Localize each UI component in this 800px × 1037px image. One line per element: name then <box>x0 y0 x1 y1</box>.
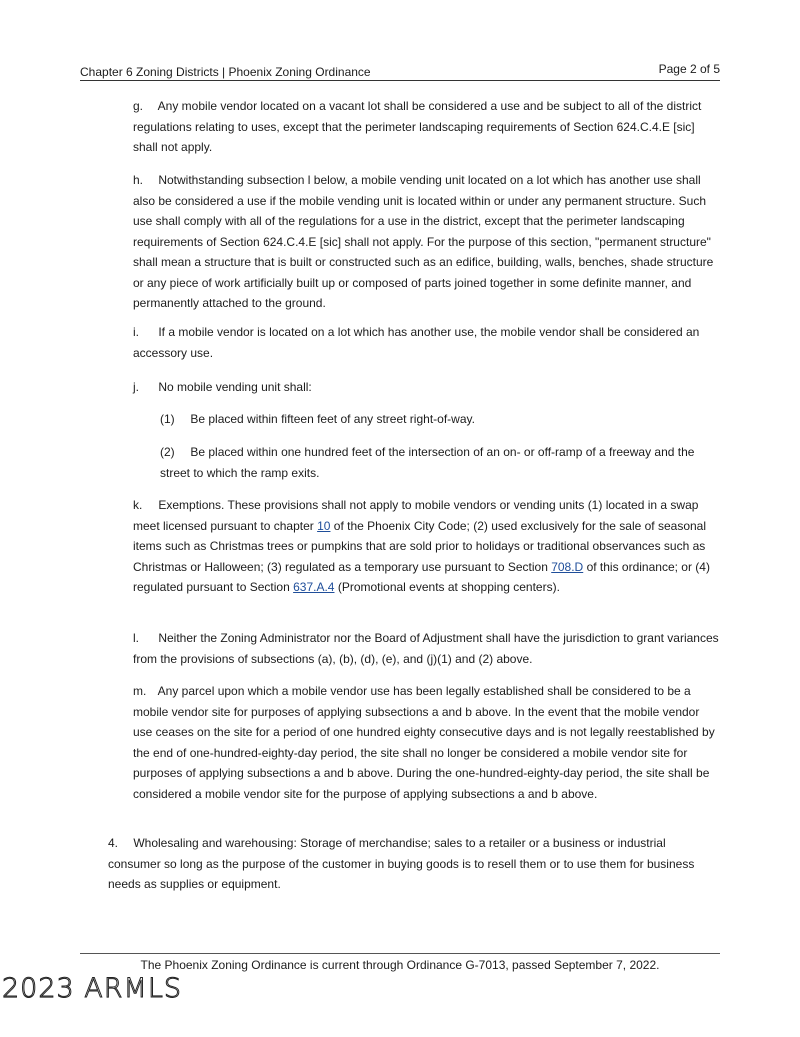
paragraph-j1 <box>160 409 715 430</box>
paragraph-label: 4. <box>108 836 119 850</box>
paragraph-m <box>133 681 721 804</box>
paragraph-i <box>133 322 721 363</box>
paragraph-text: of the Phoenix City Code; (2) used exclusively for the sale of seasonal items such as Christmas trees or pumpkins that are sold prior to holidays or traditional observances such as Christmas or Halloween; (3) regulated as a temporary use pursuant to Section <box>133 518 707 574</box>
paragraph-text: Any mobile vendor located on a vacant lot shall be considered a use and be subject to all of the district regulations relating to uses, except that the perimeter landscaping requirements of Section 624.C.4.E [sic] shall not apply. <box>133 99 702 154</box>
section-637a4-link[interactable]: 637.A.4 <box>293 580 335 594</box>
paragraph-l <box>133 628 721 669</box>
paragraph-label: k. <box>133 498 143 512</box>
paragraph-label: l. <box>133 631 139 645</box>
paragraph-text: No mobile vending unit shall: <box>158 380 312 394</box>
page-footer: The Phoenix Zoning Ordinance is current through Ordinance G-7013, passed September 7, 2022. <box>140 958 660 972</box>
paragraph-label: j. <box>133 380 139 394</box>
paragraph-text: Notwithstanding subsection l below, a mobile vending unit located on a lot which has another use shall also be considered a use if the mobile vending unit is located within or under any permanent structure. Such use shall comply with all of the regulations for a use in the district, except that the perimeter landscaping requirements of Section 624.C.4.E [sic] shall not apply. For the purpose of this section, "permanent structure" shall mean a structure that is built or constructed such as an edifice, building, walls, benches, shade structure or any piece of work artificially built up or composed of parts joined together in some definite manner, and permanently attached to the ground. <box>133 173 714 310</box>
header-divider <box>80 80 720 81</box>
footer-divider <box>80 953 720 954</box>
page-number: Page 2 of 5 <box>658 62 720 76</box>
paragraph-text: If a mobile vendor is located on a lot which has another use, the mobile vendor shall be considered an accessory use. <box>133 325 700 360</box>
paragraph-text: Be placed within fifteen feet of any street right-of-way. <box>190 412 475 426</box>
page-header <box>80 62 720 80</box>
section-708d-link[interactable]: 708.D <box>551 559 584 574</box>
paragraph-label: (1) <box>160 412 175 426</box>
paragraph-text: Neither the Zoning Administrator nor the Board of Adjustment shall have the jurisdiction to grant variances from the provisions of subsections (a), (b), (d), (e), and (j)(1) and (2) above. <box>133 631 719 666</box>
armls-watermark: 2023 ARMLS <box>2 973 183 1004</box>
paragraph-text: Be placed within one hundred feet of the intersection of an on- or off-ramp of a freeway and the street to which the ramp exits. <box>160 445 695 480</box>
paragraph-label: (2) <box>160 445 175 459</box>
paragraph-label: m. <box>133 684 147 698</box>
paragraph-j <box>133 377 721 398</box>
chapter-10-link[interactable]: 10 <box>317 518 331 533</box>
paragraph-j2 <box>160 442 715 483</box>
paragraph-g <box>133 96 721 158</box>
paragraph-text: Wholesaling and warehousing: Storage of merchandise; sales to a retailer or a business or industrial consumer so long as the purpose of the customer in buying goods is to resell them or to use them for business needs as supplies or equipment. <box>108 836 695 891</box>
paragraph-text: of this ordinance; or (4) regulated pursuant to Section <box>133 559 710 594</box>
paragraph-k <box>133 495 721 598</box>
paragraph-h <box>133 170 721 314</box>
paragraph-label: g. <box>133 99 144 113</box>
paragraph-label: i. <box>133 325 139 339</box>
paragraph-text: Exemptions. These provisions shall not apply to mobile vendors or vending units (1) located in a swap meet licensed pursuant to chapter <box>133 498 699 533</box>
paragraph-text: Any parcel upon which a mobile vendor use has been legally established shall be considered to be a mobile vendor site for purposes of applying subsections a and b above. In the event that the mobile vendor use ceases on the site for a period of one hundred eighty consecutive days and is not legally reestablished by the end of one-hundred-eighty-day period, the site shall no longer be considered a mobile vendor site for purposes of applying subsections a and b above. During the one-hundred-eighty-day period, the site shall be considered a mobile vendor site for the purpose of applying subsections a and b above. <box>133 684 715 801</box>
document-title: Chapter 6 Zoning Districts | Phoenix Zoning Ordinance <box>80 65 371 79</box>
paragraph-text: (Promotional events at shopping centers). <box>334 580 560 594</box>
paragraph-label: h. <box>133 173 144 187</box>
paragraph-4 <box>108 833 708 895</box>
